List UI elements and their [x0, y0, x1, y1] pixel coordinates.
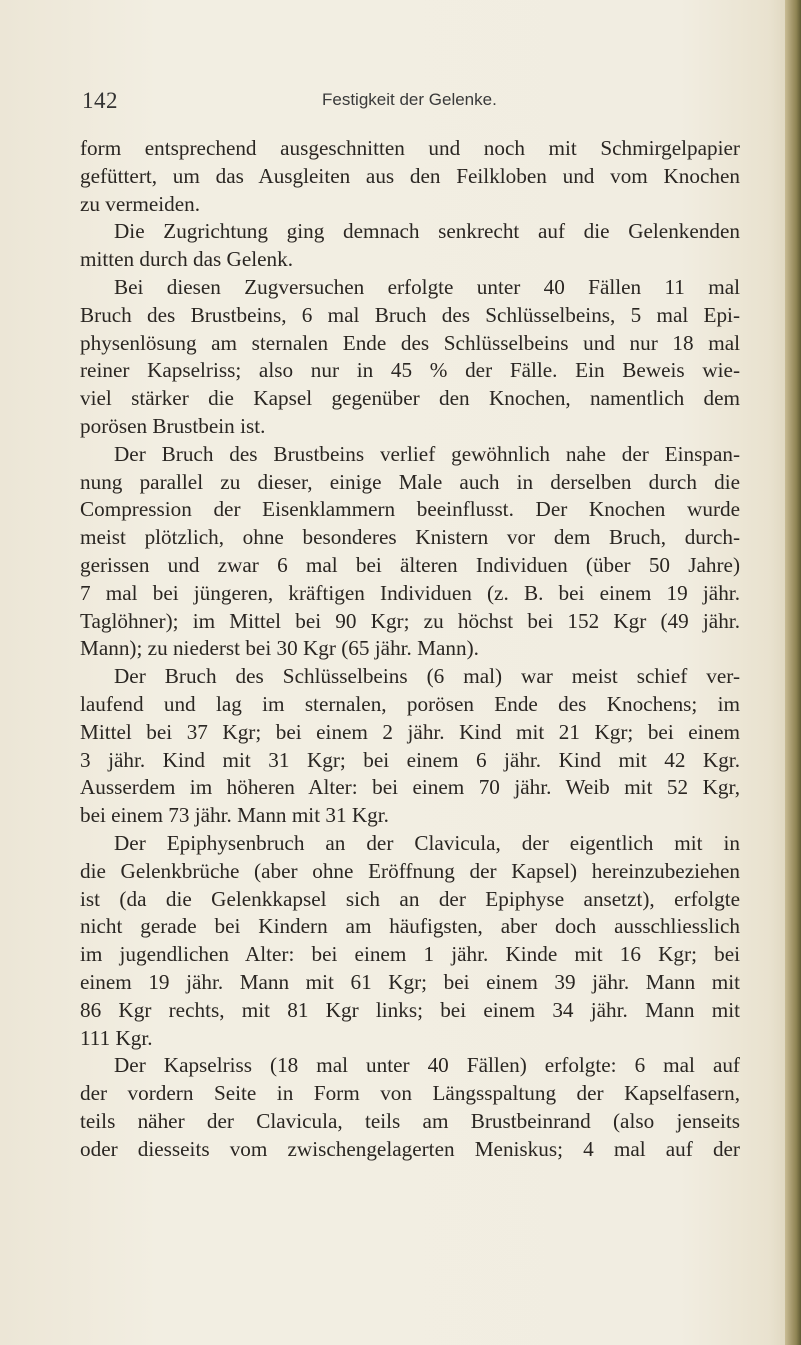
- text-line: oder diesseits vom zwischengelagerten Meniskus; 4 mal auf der: [80, 1136, 740, 1161]
- text-line: teils näher der Clavicula, teils am Brustbeinrand (also jenseits: [80, 1108, 740, 1133]
- text-line: 111 Kgr.: [80, 1025, 153, 1050]
- text-line: 86 Kgr rechts, mit 81 Kgr links; bei einem 34 jähr. Mann mit: [80, 997, 740, 1022]
- text-line: Die Zugrichtung ging demnach senkrecht auf die Gelenkenden: [114, 219, 740, 244]
- text-line: Bruch des Brustbeins, 6 mal Bruch des Schlüsselbeins, 5 mal Epi-: [80, 302, 740, 327]
- text-line: form entsprechend ausgeschnitten und noch mit Schmirgelpapier: [80, 136, 740, 160]
- text-line: reiner Kapselriss; also nur in 45 % der Fälle. Ein Beweis wie-: [80, 358, 740, 383]
- text-line: 3 jähr. Kind mit 31 Kgr; bei einem 6 jähr. Kind mit 42 Kgr.: [80, 747, 740, 772]
- text-line: Der Kapselriss (18 mal unter 40 Fällen) erfolgte: 6 mal auf: [114, 1053, 740, 1078]
- text-line: viel stärker die Kapsel gegenüber den Knochen, namentlich dem: [80, 386, 740, 411]
- text-line: laufend und lag im sternalen, porösen Ende des Knochens; im: [80, 691, 740, 716]
- text-line: Compression der Eisenklammern beeinflusst. Der Knochen wurde: [80, 497, 740, 522]
- text-line: der vordern Seite in Form von Längsspaltung der Kapselfasern,: [80, 1081, 740, 1106]
- text-line: im jugendlichen Alter: bei einem 1 jähr. Kinde mit 16 Kgr; bei: [80, 942, 740, 967]
- text-line: die Gelenkbrüche (aber ohne Eröffnung der Kapsel) hereinzubeziehen: [80, 858, 740, 883]
- text-line: meist plötzlich, ohne besonderes Knistern vor dem Bruch, durch-: [80, 525, 740, 550]
- text-line: 7 mal bei jüngeren, kräftigen Individuen (z. B. bei einem 19 jähr.: [80, 580, 740, 605]
- body-text: [80, 135, 740, 1163]
- text-line: mitten durch das Gelenk.: [80, 247, 293, 272]
- text-line: nung parallel zu dieser, einige Male auch in derselben durch die: [80, 469, 740, 494]
- text-line: nicht gerade bei Kindern am häufigsten, aber doch ausschliesslich: [80, 914, 740, 939]
- text-line: Bei diesen Zugversuchen erfolgte unter 40 Fällen 11 mal: [114, 274, 740, 299]
- text-line: gerissen und zwar 6 mal bei älteren Individuen (über 50 Jahre): [80, 552, 740, 577]
- text-line: gefüttert, um das Ausgleiten aus den Feilkloben und vom Knochen: [80, 163, 740, 188]
- text-line: Taglöhner); im Mittel bei 90 Kgr; zu höchst bei 152 Kgr (49 jähr.: [80, 608, 740, 633]
- text-line: zu vermeiden.: [80, 191, 201, 216]
- page-number: 142: [82, 88, 118, 113]
- text-line: Der Bruch des Brustbeins verlief gewöhnlich nahe der Einspan-: [114, 441, 740, 466]
- text-line: Mann); zu niederst bei 30 Kgr (65 jähr. Mann).: [80, 636, 479, 661]
- text-line: Mittel bei 37 Kgr; bei einem 2 jähr. Kind mit 21 Kgr; bei einem: [80, 719, 740, 744]
- text-line: Ausserdem im höheren Alter: bei einem 70 jähr. Weib mit 52 Kgr,: [80, 775, 740, 800]
- page-edge: [785, 0, 801, 1345]
- running-title: Festigkeit der Gelenke.: [322, 90, 497, 109]
- text-line: ist (da die Gelenkkapsel sich an der Epiphyse ansetzt), erfolgte: [80, 886, 740, 911]
- running-header: [82, 88, 742, 118]
- text-line: physenlösung am sternalen Ende des Schlüsselbeins und nur 18 mal: [80, 330, 740, 355]
- text-line: bei einem 73 jähr. Mann mit 31 Kgr.: [80, 803, 389, 828]
- text-line: einem 19 jähr. Mann mit 61 Kgr; bei einem 39 jähr. Mann mit: [80, 969, 740, 994]
- text-line: porösen Brustbein ist.: [80, 413, 266, 438]
- text-line: Der Epiphysenbruch an der Clavicula, der eigentlich mit in: [114, 830, 740, 855]
- text-line: Der Bruch des Schlüsselbeins (6 mal) war meist schief ver-: [114, 664, 740, 689]
